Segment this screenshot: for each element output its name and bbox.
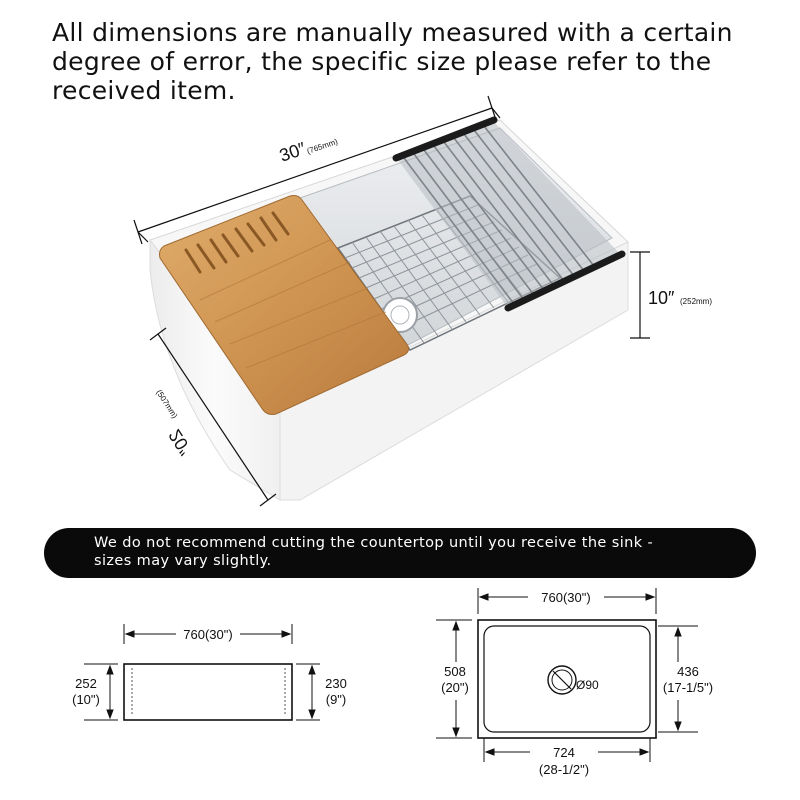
top-right-inch: (17-1/5") — [662, 680, 714, 695]
top-width-label: 760(30") — [541, 590, 591, 605]
top-left-value: 508 — [444, 664, 466, 679]
cutting-warning-banner — [44, 528, 756, 578]
front-width-label: 760(30") — [183, 627, 233, 642]
height-mm-label: (252mm) — [680, 297, 713, 306]
length-main-label: 30″ — [276, 138, 309, 166]
front-right-height-value: 230 — [325, 676, 347, 691]
banner-line: sizes may vary slightly. — [94, 553, 272, 569]
banner-line: We do not recommend cutting the countertop until you receive the sink - — [94, 535, 654, 551]
height-dimension — [630, 252, 650, 338]
top-right-value: 436 — [677, 664, 699, 679]
depth-main-label: 20″ — [164, 425, 196, 459]
disclaimer-line: received item. — [52, 76, 236, 105]
bottom-width-inch: (28-1/2") — [538, 762, 590, 777]
bottom-width-value: 724 — [553, 745, 575, 760]
front-right-height-inch: (9") — [325, 692, 347, 707]
disclaimer-line: degree of error, the specific size please refer to the — [52, 47, 712, 76]
disclaimer-line: All dimensions are manually measured with a certain — [52, 18, 733, 47]
top-left-inch: (20") — [441, 680, 469, 695]
drain-diameter-label: Ø90 — [576, 678, 599, 692]
front-left-height-inch: (10") — [72, 692, 100, 707]
depth-mm-label: (507mm) — [154, 388, 180, 420]
height-main-label: 10″ — [648, 288, 675, 308]
length-mm-label: (765mm) — [305, 136, 339, 156]
front-left-height-value: 252 — [75, 676, 97, 691]
